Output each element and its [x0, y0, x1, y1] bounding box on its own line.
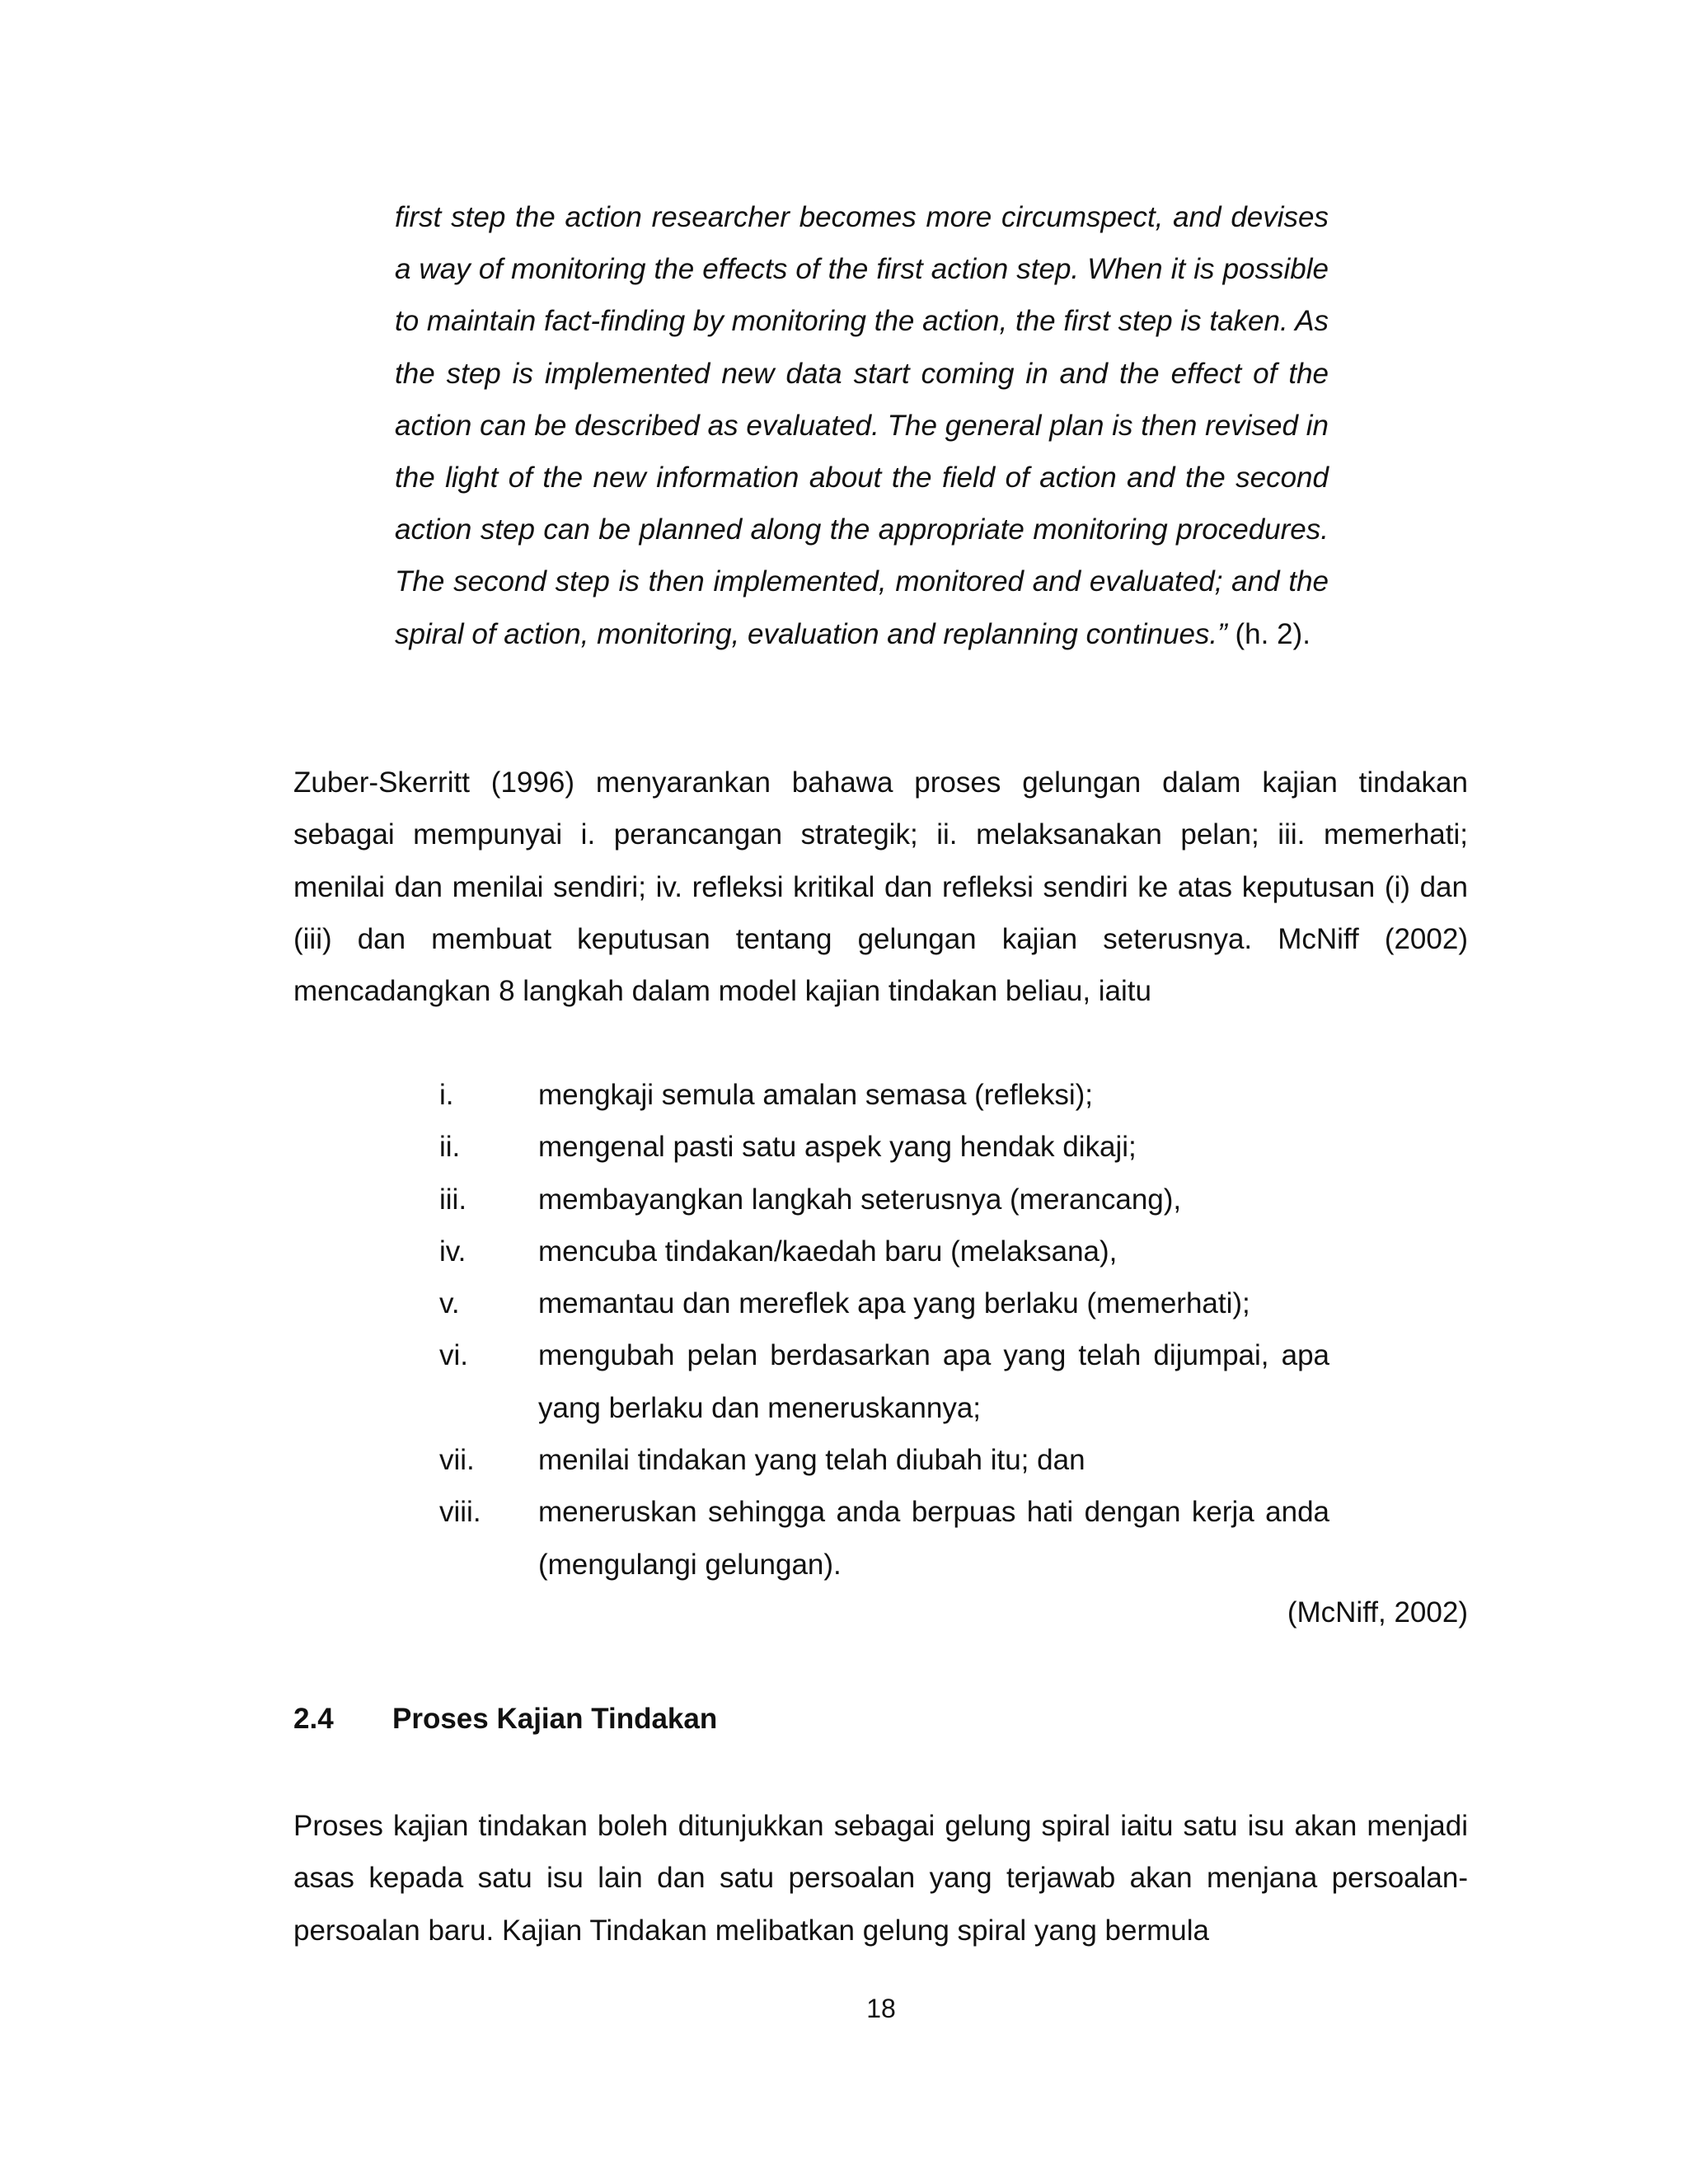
list-item-text: menilai tindakan yang telah diubah itu; dan	[538, 1444, 1085, 1477]
list-item-text: membayangkan langkah seterusnya (merancang),	[538, 1183, 1182, 1216]
list-item	[439, 1434, 1329, 1486]
list-item-number: vi.	[439, 1339, 468, 1372]
list-item-number: v.	[439, 1287, 460, 1320]
list-item-text: memantau dan mereflek apa yang berlaku (memerhati);	[538, 1287, 1250, 1320]
list-item-number: vii.	[439, 1444, 475, 1477]
list-item-number: i.	[439, 1079, 454, 1111]
quote-text: first step the action researcher becomes more circumspect, and devises a way of monitoring the effects of the first action step. When it is possible to maintain fact-finding by monitoring the action, the first step is taken. As the step is implemented new data start coming in and the effect of the action can be described as evaluated. The general plan is then revised in the light of the new information about the field of action and the second action step can be planned along the appropriate monitoring procedures. The second step is then implemented, monitored and evaluated; and the spiral of action, monitoring, evaluation and replanning continues.”	[395, 201, 1329, 650]
list-item-text: mencuba tindakan/kaedah baru (melaksana),	[538, 1235, 1118, 1268]
list-item	[439, 1486, 1329, 1591]
mcniff-steps-list	[439, 1069, 1329, 1591]
paragraph-proses-kajian: Proses kajian tindakan boleh ditunjukkan sebagai gelung spiral iaitu satu isu akan menjadi asas kepada satu isu lain dan satu persoalan yang terjawab akan menjana persoalan-persoalan baru. Kajian Tindakan melibatkan gelung spiral yang bermula	[293, 1810, 1468, 1947]
section-number: 2.4	[293, 1703, 334, 1735]
list-item-text: mengubah pelan berdasarkan apa yang telah dijumpai, apa yang berlaku dan meneruskannya;	[538, 1339, 1329, 1424]
list-item-text: meneruskan sehingga anda berpuas hati dengan kerja anda (mengulangi gelungan).	[538, 1496, 1329, 1581]
list-item-text: mengenal pasti satu aspek yang hendak dikaji;	[538, 1131, 1137, 1164]
quote-citation: (h. 2).	[1226, 617, 1311, 650]
list-item	[439, 1069, 1329, 1121]
paragraph-zuber-skerritt: Zuber-Skerritt (1996) menyarankan bahawa proses gelungan dalam kajian tindakan sebagai mempunyai i. perancangan strategik; ii. melaksanakan pelan; iii. memerhati; menilai dan menilai sendiri; iv. refleksi kritikal dan refleksi sendiri ke atas keputusan (i) dan (iii) dan membuat keputusan tentang gelungan kajian seterusnya. McNiff (2002) mencadangkan 8 langkah dalam model kajian tindakan beliau, iaitu	[293, 766, 1468, 1008]
list-item	[439, 1329, 1329, 1434]
list-attribution: (McNiff, 2002)	[1287, 1596, 1468, 1629]
list-item-number: ii.	[439, 1131, 461, 1164]
list-item	[439, 1277, 1329, 1329]
list-item	[439, 1174, 1329, 1226]
list-item-number: viii.	[439, 1496, 481, 1529]
list-item-number: iii.	[439, 1183, 467, 1216]
list-item	[439, 1226, 1329, 1277]
page-number: 18	[866, 1994, 896, 2023]
block-quote	[395, 191, 1329, 660]
list-item-text: mengkaji semula amalan semasa (refleksi);	[538, 1079, 1094, 1111]
section-title: Proses Kajian Tindakan	[392, 1703, 718, 1735]
list-item	[439, 1121, 1329, 1173]
section-heading	[293, 1693, 717, 1745]
list-item-number: iv.	[439, 1235, 467, 1268]
